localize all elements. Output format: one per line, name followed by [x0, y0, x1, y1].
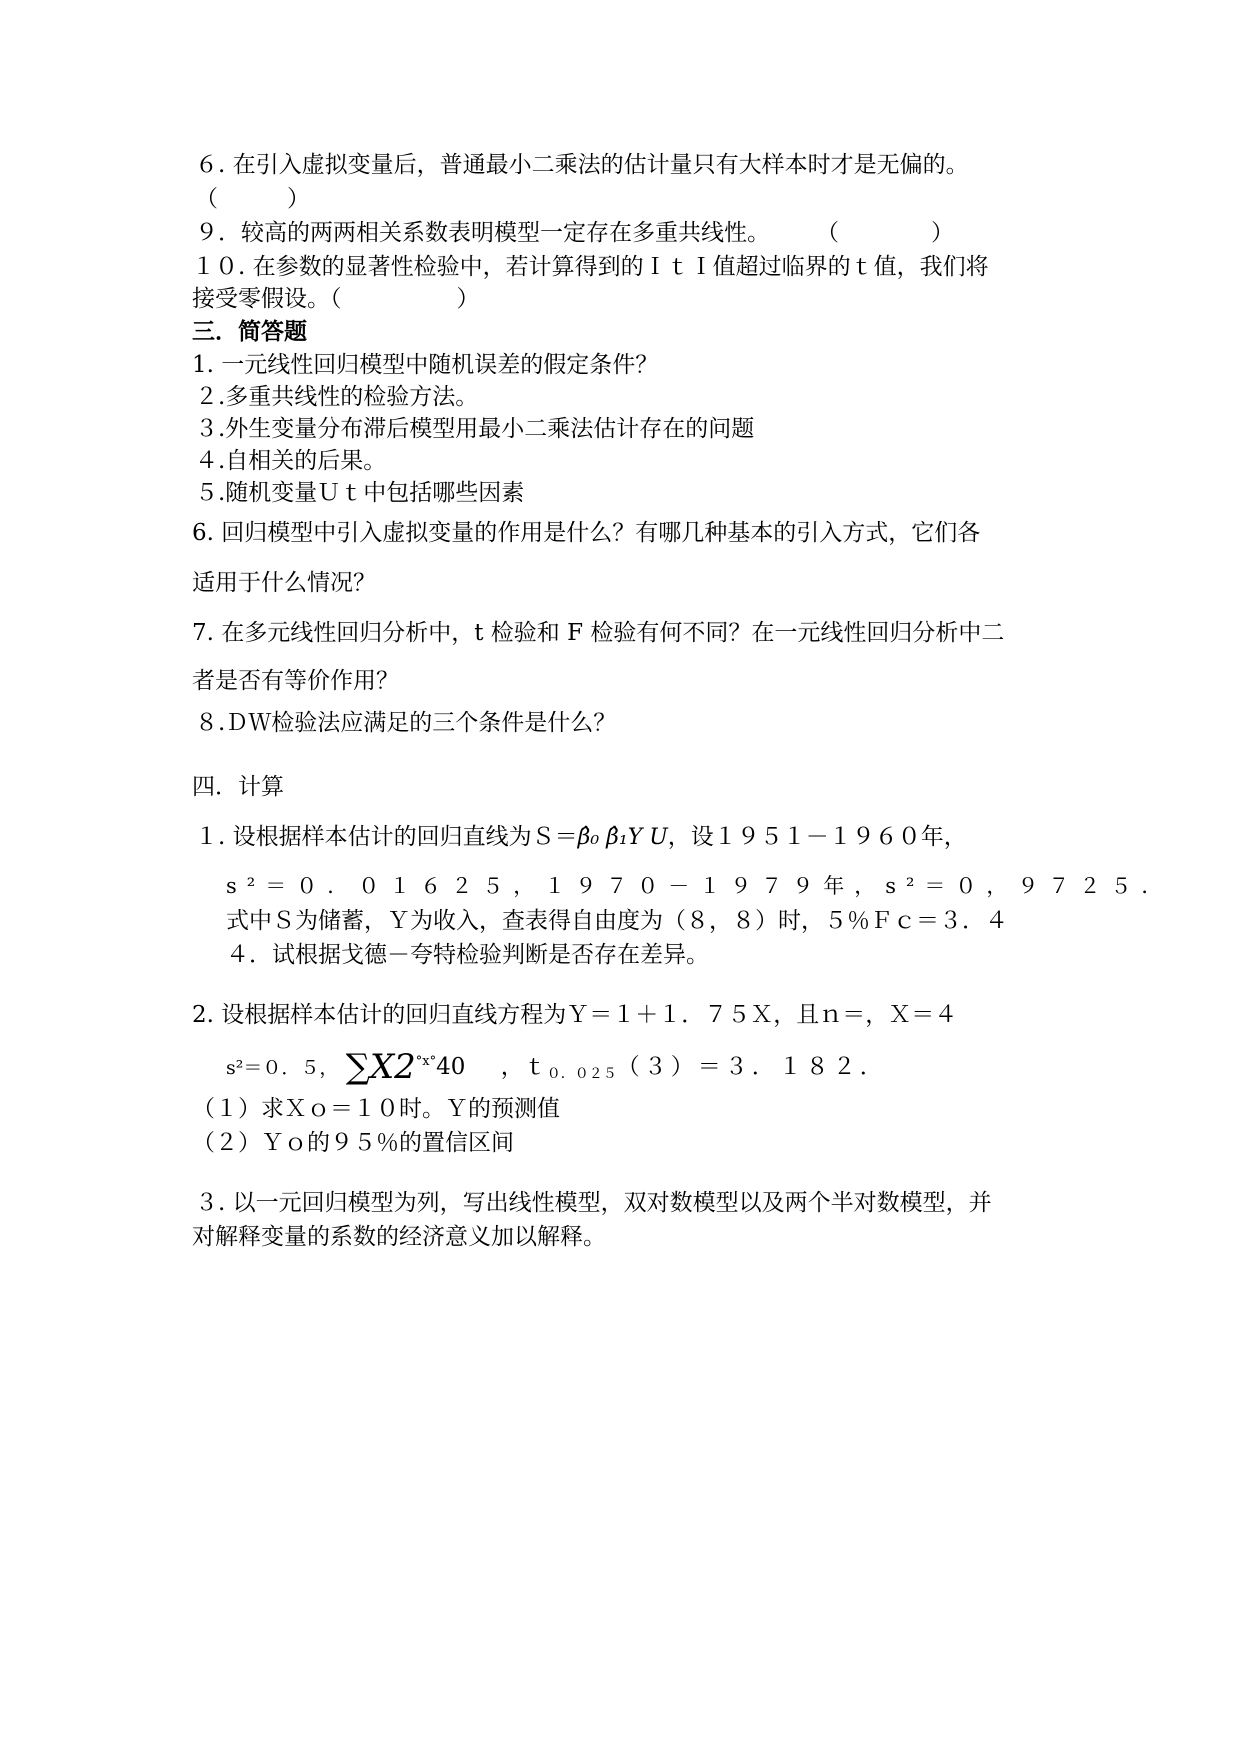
summation-superscript: °x° [415, 1054, 437, 1069]
calc-problem-3-line2: 对解释变量的系数的经济意义加以解释。 [192, 1224, 606, 1250]
regression-formula: β̂₀ β̂₁Y U [577, 825, 668, 850]
calc-problem-2-line1: 2. 设根据样本估计的回归直线方程为Ｙ＝１＋１．７５Ｘ，且ｎ＝，Ｘ＝４ [192, 1002, 958, 1028]
tf-answer-paren-6: （ ） [195, 186, 310, 212]
calc-problem-1-line1 [195, 826, 967, 849]
short-question-6-line2: 适用于什么情况？ [192, 570, 376, 596]
variance-value: s²＝０．５， [226, 1057, 339, 1079]
short-question-4: ４.自相关的后果。 [195, 448, 387, 474]
calc-problem-1-suffix: ，设１９５１－１９６０年， [667, 824, 967, 850]
tf-question-10-line2: 接受零假设。（ ） [192, 286, 480, 312]
summation-value: 40 [436, 1054, 466, 1080]
calc-problem-1-line4: ４．试根据戈德－夸特检验判断是否存在差异。 [226, 942, 709, 968]
t-stat-label: ，ｔ [500, 1054, 547, 1080]
short-question-5: ５.随机变量Ｕｔ中包括哪些因素 [195, 480, 525, 506]
calc-problem-2-sub1: （１）求Ｘｏ＝１０时。Ｙ的预测值 [192, 1096, 560, 1122]
t-stat-subscript: ０．０２５ [546, 1066, 617, 1082]
tf-question-9: ９．较高的两两相关系数表明模型一定存在多重共线性。 （ ） [195, 220, 954, 246]
short-question-6-line1: 6. 回归模型中引入虚拟变量的作用是什么？有哪几种基本的引入方式，它们各 [192, 520, 981, 546]
t-stat-value: （３）＝３．１８２． [616, 1054, 887, 1080]
summation-expression: ∑X2 [345, 1047, 416, 1087]
calc-problem-1-prefix: １. 设根据样本估计的回归直线为Ｓ＝ [195, 824, 578, 850]
short-question-7-line1: 7. 在多元线性回归分析中，t 检验和 F 检验有何不同？在一元线性回归分析中二 [192, 620, 1005, 646]
short-question-1: 1. 一元线性回归模型中随机误差的假定条件？ [192, 352, 659, 378]
short-question-8: ８.ＤＷ检验法应满足的三个条件是什么？ [195, 710, 617, 736]
calc-problem-1-line2: s²＝０．０１６２５，１９７０－１９７９年，s²＝０，９７２５． [226, 874, 1173, 898]
short-question-7-line2: 者是否有等价作用？ [192, 668, 399, 694]
section-heading-short-answer: 三．简答题 [192, 318, 307, 345]
calc-problem-3-line1: ３. 以一元回归模型为列，写出线性模型，双对数模型以及两个半对数模型，并 [195, 1190, 992, 1216]
calc-problem-1-line3: 式中Ｓ为储蓄，Ｙ为收入，查表得自由度为（８，８）时，５％Ｆｃ＝３．４ [226, 908, 1008, 934]
section-heading-calculation: 四．计算 [192, 774, 284, 800]
tf-question-6: ６. 在引入虚拟变量后，普通最小二乘法的估计量只有大样本时才是无偏的。 [195, 152, 969, 178]
short-question-2: ２.多重共线性的检验方法。 [195, 384, 479, 410]
calc-problem-2-sub2: （２）Ｙｏ的９５％的置信区间 [192, 1130, 514, 1156]
tf-question-10-line1: １０. 在参数的显著性检验中，若计算得到的ＩｔＩ值超过临界的ｔ值，我们将 [192, 254, 989, 280]
calc-problem-2-line2 [226, 1047, 887, 1087]
short-question-3: ３.外生变量分布滞后模型用最小二乘法估计存在的问题 [195, 416, 755, 442]
